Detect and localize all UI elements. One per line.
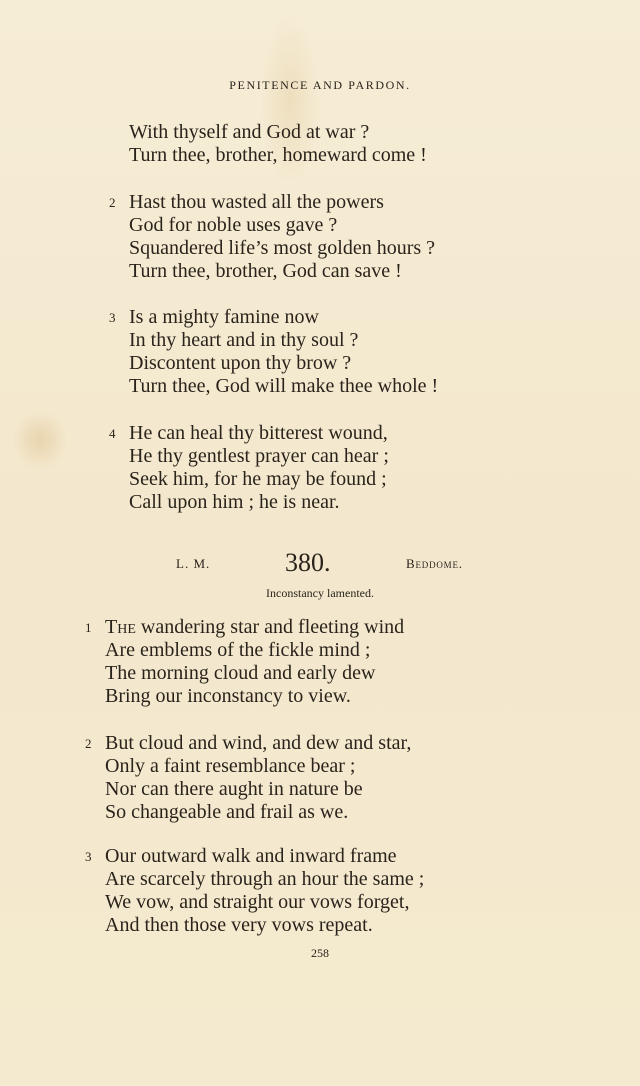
hymn-subtitle: Inconstancy lamented. (266, 586, 374, 600)
first-word: The (105, 616, 136, 638)
verse-line: In thy heart and in thy soul ? (129, 329, 359, 351)
hymn-header (0, 548, 640, 576)
verse-line: Turn thee, brother, God can save ! (129, 260, 402, 282)
verse-line: Bring our inconstancy to view. (105, 685, 351, 707)
verse-line (105, 616, 404, 639)
hymn-author: Beddome. (406, 556, 463, 571)
verse-line: And then those very vows repeat. (105, 914, 373, 936)
stanza-prev-2 (109, 191, 436, 283)
stanza-number: 3 (85, 849, 92, 864)
verse-line: Are scarcely through an hour the same ; (105, 868, 425, 890)
stanza-number: 2 (109, 195, 116, 210)
verse-line-rest: wandering star and fleeting wind (135, 616, 405, 638)
verse-line: But cloud and wind, and dew and star, (105, 732, 412, 754)
stanza-number: 4 (109, 426, 116, 441)
hymn-meter: L. M. (176, 556, 211, 571)
verse-line: So changeable and frail as we. (105, 801, 349, 823)
verse-line: Is a mighty famine now (129, 306, 319, 328)
stanza-380-1 (85, 616, 405, 708)
stanza-number: 3 (109, 310, 116, 325)
verse-line: Seek him, for he may be found ; (129, 468, 387, 490)
verse-line: Squandered life’s most golden hours ? (129, 237, 436, 259)
verse-line: The morning cloud and early dew (105, 662, 376, 684)
stanza-number: 1 (85, 620, 92, 635)
verse-line: We vow, and straight our vows forget, (105, 891, 410, 913)
verse-line: With thyself and God at war ? (129, 121, 370, 143)
verse-line: Turn thee, God will make thee whole ! (129, 375, 439, 397)
verse-line: Nor can there aught in nature be (105, 778, 363, 800)
verse-line: Turn thee, brother, homeward come ! (129, 144, 427, 166)
verse-line: Only a faint resemblance bear ; (105, 755, 356, 777)
stanza-prev-3 (109, 306, 439, 398)
stanza-prev-1-tail (129, 121, 427, 167)
verse-line: Discontent upon thy brow ? (129, 352, 352, 374)
verse-line: Are emblems of the fickle mind ; (105, 639, 371, 661)
running-head: PENITENCE AND PARDON. (229, 78, 411, 92)
page-number: 258 (311, 946, 329, 960)
verse-line: He can heal thy bitterest wound, (129, 422, 388, 444)
stanza-380-2 (85, 732, 412, 824)
verse-line: Call upon him ; he is near. (129, 491, 340, 513)
verse-line: Hast thou wasted all the powers (129, 191, 384, 213)
stanza-380-3 (85, 845, 425, 937)
verse-line: He thy gentlest prayer can hear ; (129, 445, 389, 467)
verse-line: God for noble uses gave ? (129, 214, 338, 236)
verse-line: Our outward walk and inward frame (105, 845, 397, 867)
hymn-number: 380. (285, 548, 331, 577)
stanza-prev-4 (109, 422, 389, 514)
stanza-number: 2 (85, 736, 92, 751)
